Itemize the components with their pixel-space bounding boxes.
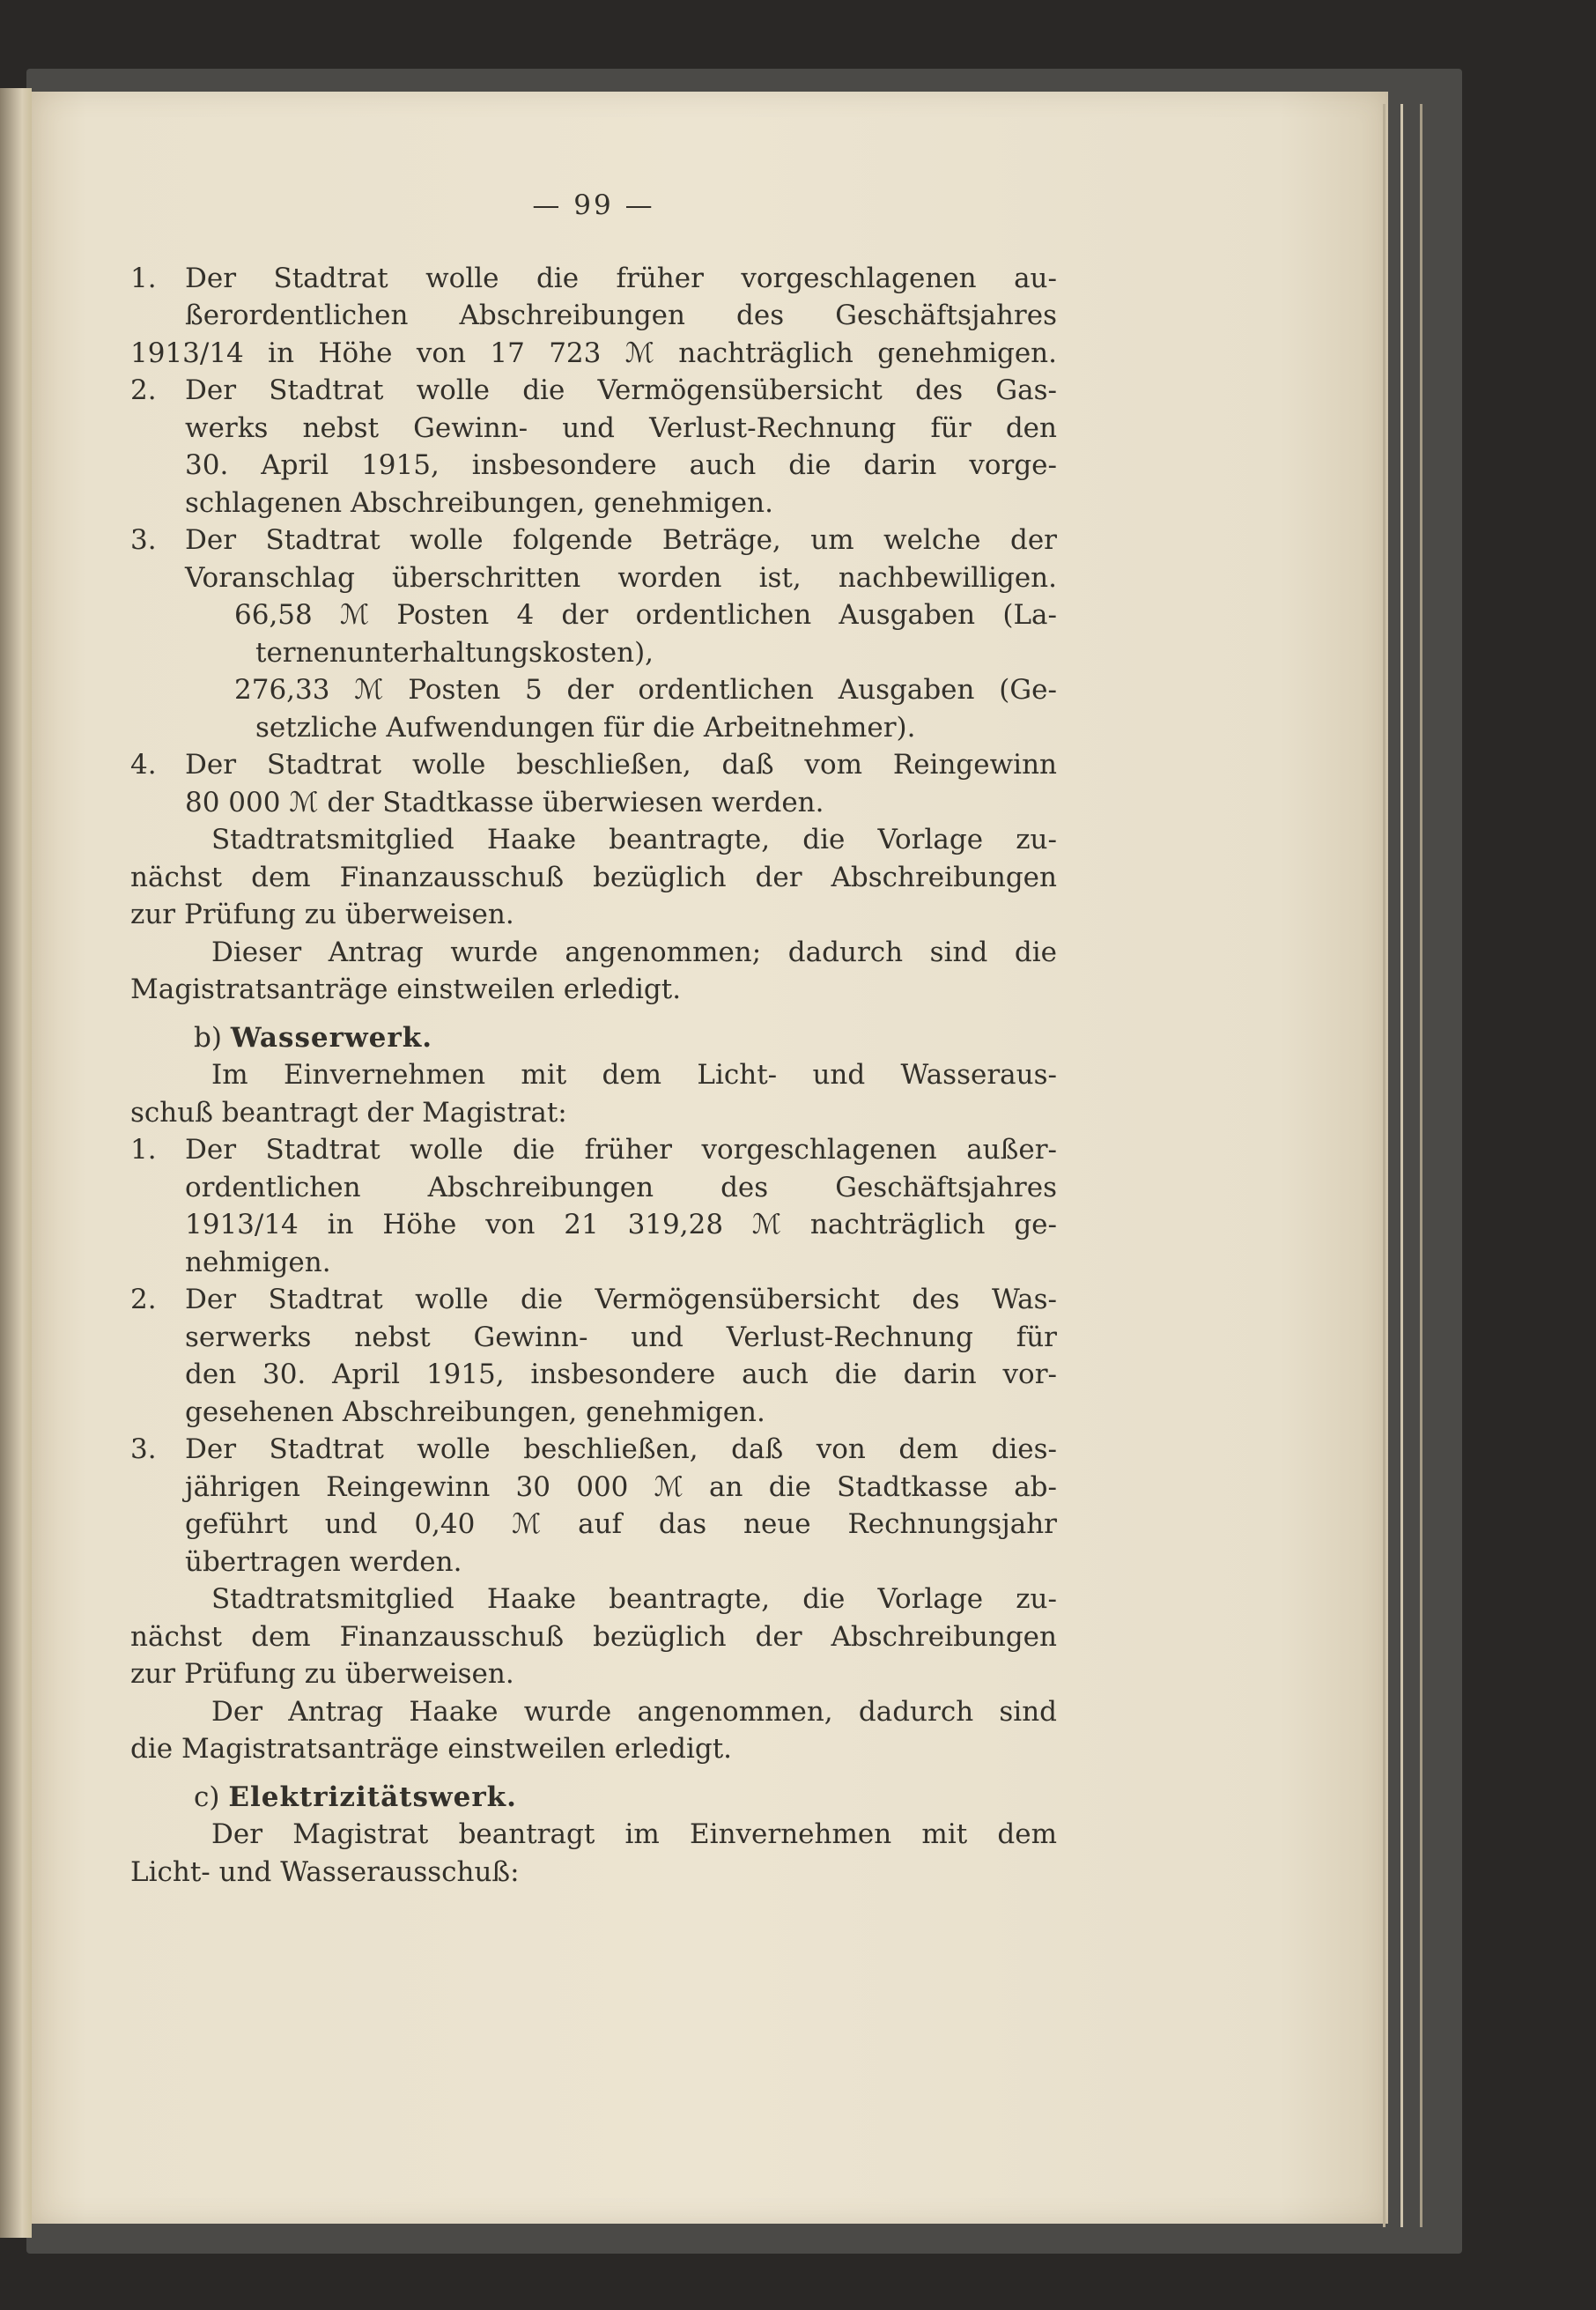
section-heading bbox=[130, 1019, 1057, 1057]
paragraph bbox=[130, 1581, 1057, 1693]
text-line: Der Stadtrat wolle die Vermögensübersicht des Was- bbox=[185, 1284, 1057, 1315]
text-line: 276,33 ℳ Posten 5 der ordentlichen Ausgaben (Ge- bbox=[234, 674, 1057, 706]
text-line: ternenunterhaltungskosten), bbox=[255, 636, 654, 669]
text-line: 66,58 ℳ Posten 4 der ordentlichen Ausgaben (La- bbox=[234, 599, 1057, 631]
text-line: Der Stadtrat wolle beschließen, daß von dem dies- bbox=[185, 1433, 1057, 1465]
item-number: 3. bbox=[130, 1433, 157, 1465]
list-item bbox=[130, 260, 1057, 373]
list-item bbox=[130, 746, 1057, 821]
item-number: 2. bbox=[130, 1284, 157, 1315]
text-line: Voranschlag überschritten worden ist, nachbewilligen. bbox=[185, 561, 1057, 594]
text-line: ordentlichen Abschreibungen des Geschäftsjahres bbox=[185, 1171, 1057, 1203]
paragraph bbox=[130, 821, 1057, 934]
page-edge-line bbox=[1383, 104, 1385, 2227]
list-item bbox=[130, 1281, 1057, 1431]
list-item bbox=[130, 1431, 1057, 1581]
paragraph bbox=[130, 934, 1057, 1009]
page-text bbox=[130, 187, 1057, 1891]
page-number: — 99 — bbox=[532, 189, 655, 221]
text-line: Der Stadtrat wolle die früher vorgeschlagenen außer- bbox=[185, 1134, 1057, 1166]
text-line: ßerordentlichen Abschreibungen des Geschäftsjahres bbox=[185, 300, 1057, 331]
page-edge-line bbox=[1420, 104, 1422, 2227]
amount-entry bbox=[130, 671, 1057, 746]
item-number: 1. bbox=[130, 262, 157, 294]
text-line: Dieser Antrag wurde angenommen; dadurch sind die bbox=[211, 936, 1057, 968]
text-line: nächst dem Finanzausschuß bezüglich der Abschreibungen bbox=[130, 861, 1057, 893]
item-number: 1. bbox=[130, 1134, 157, 1166]
text-line: serwerks nebst Gewinn- und Verlust-Rechnung für bbox=[185, 1321, 1057, 1353]
facing-page-edge bbox=[0, 88, 32, 2238]
item-number: 4. bbox=[130, 749, 157, 781]
section-title: Wasserwerk. bbox=[230, 1021, 432, 1054]
text-line: 30. April 1915, insbesondere auch die darin vorge- bbox=[185, 449, 1057, 481]
text-line: zur Prüfung zu überweisen. bbox=[130, 1658, 514, 1690]
text-line: 1913/14 in Höhe von 21 319,28 ℳ nachträglich ge- bbox=[185, 1209, 1057, 1240]
list-item bbox=[130, 1131, 1057, 1281]
text-line: Der Stadtrat wolle beschließen, daß vom Reingewinn bbox=[185, 749, 1057, 781]
list-item bbox=[130, 522, 1057, 596]
text-line: Stadtratsmitglied Haake beantragte, die Vorlage zu- bbox=[211, 824, 1057, 855]
paragraph bbox=[130, 1056, 1057, 1131]
item-number: 2. bbox=[130, 374, 157, 406]
section-heading bbox=[130, 1779, 1057, 1817]
text-line: werks nebst Gewinn- und Verlust-Rechnung für den bbox=[185, 411, 1057, 444]
text-line: setzliche Aufwendungen für die Arbeitnehmer). bbox=[255, 711, 916, 744]
text-line: 80 000 ℳ der Stadtkasse überwiesen werden. bbox=[185, 786, 824, 818]
text-line: Der Antrag Haake wurde angenommen, dadurch sind bbox=[211, 1695, 1057, 1728]
section-marker: c) bbox=[194, 1781, 220, 1813]
amount-entry bbox=[130, 596, 1057, 671]
text-line: übertragen werden. bbox=[185, 1545, 462, 1578]
text-line: Stadtratsmitglied Haake beantragte, die Vorlage zu- bbox=[211, 1583, 1057, 1615]
text-line: die Magistratsanträge einstweilen erledigt. bbox=[130, 1733, 733, 1765]
text-line: gesehenen Abschreibungen, genehmigen. bbox=[185, 1396, 765, 1428]
text-line: Der Stadtrat wolle die Vermögensübersicht des Gas- bbox=[185, 374, 1057, 406]
list-item bbox=[130, 372, 1057, 522]
text-line: schlagenen Abschreibungen, genehmigen. bbox=[185, 486, 773, 519]
text-line: zur Prüfung zu überweisen. bbox=[130, 899, 514, 930]
text-line: Der Magistrat beantragt im Einvernehmen mit dem bbox=[211, 1818, 1057, 1850]
section-marker: b) bbox=[194, 1021, 222, 1054]
text-line: geführt und 0,40 ℳ auf das neue Rechnungsjahr bbox=[185, 1508, 1057, 1540]
text-line: schuß beantragt der Magistrat: bbox=[130, 1096, 567, 1129]
text-line: Magistratsanträge einstweilen erledigt. bbox=[130, 974, 682, 1005]
paragraph bbox=[130, 1816, 1057, 1891]
text-line: 1913/14 in Höhe von 17 723 ℳ nachträglich genehmigen. bbox=[130, 337, 1057, 369]
text-line: Licht- und Wasserausschuß: bbox=[130, 1855, 520, 1888]
text-line: nehmigen. bbox=[185, 1246, 331, 1278]
text-line: Der Stadtrat wolle folgende Beträge, um welche der bbox=[185, 524, 1057, 556]
page-edge-line bbox=[1400, 104, 1403, 2227]
section-title: Elektrizitätswerk. bbox=[228, 1781, 517, 1813]
item-number: 3. bbox=[130, 524, 157, 556]
text-line: jährigen Reingewinn 30 000 ℳ an die Stadtkasse ab- bbox=[185, 1470, 1057, 1503]
text-line: Der Stadtrat wolle die früher vorgeschlagenen au- bbox=[185, 262, 1057, 294]
text-line: nächst dem Finanzausschuß bezüglich der Abschreibungen bbox=[130, 1620, 1057, 1653]
paragraph bbox=[130, 1693, 1057, 1768]
text-line: Im Einvernehmen mit dem Licht- und Wasseraus- bbox=[211, 1059, 1057, 1091]
text-line: den 30. April 1915, insbesondere auch die darin vor- bbox=[185, 1359, 1057, 1390]
